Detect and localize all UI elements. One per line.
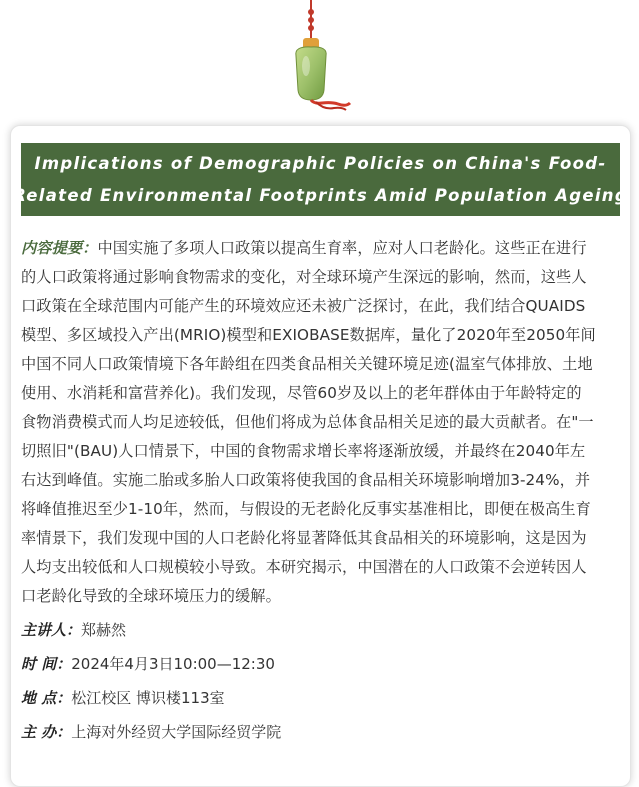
organizer-value: 上海对外经贸大学国际经贸学院 [71,723,282,741]
abstract-line: 的人口政策将通过影响食物需求的变化，对全球环境产生深远的影响，然而，这些人 [21,268,587,286]
seminar-card [10,125,631,787]
abstract-line: 中国不同人口政策情境下各年龄组在四类食品相关关键环境足迹(温室气体排放、土地 [21,355,593,373]
organizer-label: 主 办： [21,723,72,741]
abstract-line: 人均支出较低和人口规模较小导致。本研究揭示，中国潜在的人口政策不会逆转因人 [21,558,587,576]
abstract-line: 右达到峰值。实施二胎或多胎人口政策将使我国的食品相关环境影响增加3-24%，并 [21,471,591,489]
abstract-label: 内容提要： [21,239,98,257]
speaker-row [21,616,626,645]
abstract-text: 中国实施了多项人口政策以提高生育率，应对人口老龄化。这些正在进行 [97,239,587,257]
abstract [21,234,626,611]
jade-pendant-icon [276,0,366,116]
abstract-line: 切照旧"(BAU)人口情景下，中国的食物需求增长率将逐渐放缓，并最终在2040年左 [21,442,586,460]
speaker-label: 主讲人： [21,621,82,639]
location-value: 松江校区 博识楼113室 [71,689,225,707]
title-line-1: Implications of Demographic Policies on China's Food- [34,153,607,173]
abstract-line: 模型、多区域投入产出(MRIO)模型和EXIOBASE数据库，量化了2020年至2050年间 [21,326,596,344]
time-label: 时 间： [21,655,72,673]
abstract-line: 口政策在全球范围内可能产生的环境效应还未被广泛探讨，在此，我们结合QUAIDS [21,297,586,315]
title-line-2: Related Environmental Footprints Amid Population Ageing [13,185,628,205]
content [21,234,626,747]
abstract-line: 口老龄化导致的全球环境压力的缓解。 [21,587,281,605]
abstract-line [21,234,626,263]
abstract-line: 率情景下，我们发现中国的人口老龄化将显著降低其食品相关的环境影响，这是因为 [21,529,587,547]
abstract-line: 食物消费模式而人均足迹较低，但他们将成为总体食品相关足迹的最大贡献者。在"一 [21,413,594,431]
time-row [21,650,626,679]
organizer-row [21,718,626,747]
abstract-line: 将峰值推迟至少1-10年，然而，与假设的无老龄化反事实基准相比，即便在极高生育 [21,500,591,518]
title-banner [13,143,628,216]
location-label: 地 点： [21,689,72,707]
time-value: 2024年4月3日10:00—12:30 [71,655,275,673]
location-row [21,684,626,713]
speaker-value: 郑赫然 [81,621,127,639]
abstract-line: 使用、水消耗和富营养化)。我们发现，尽管60岁及以上的老年群体由于年龄特定的 [21,384,582,402]
